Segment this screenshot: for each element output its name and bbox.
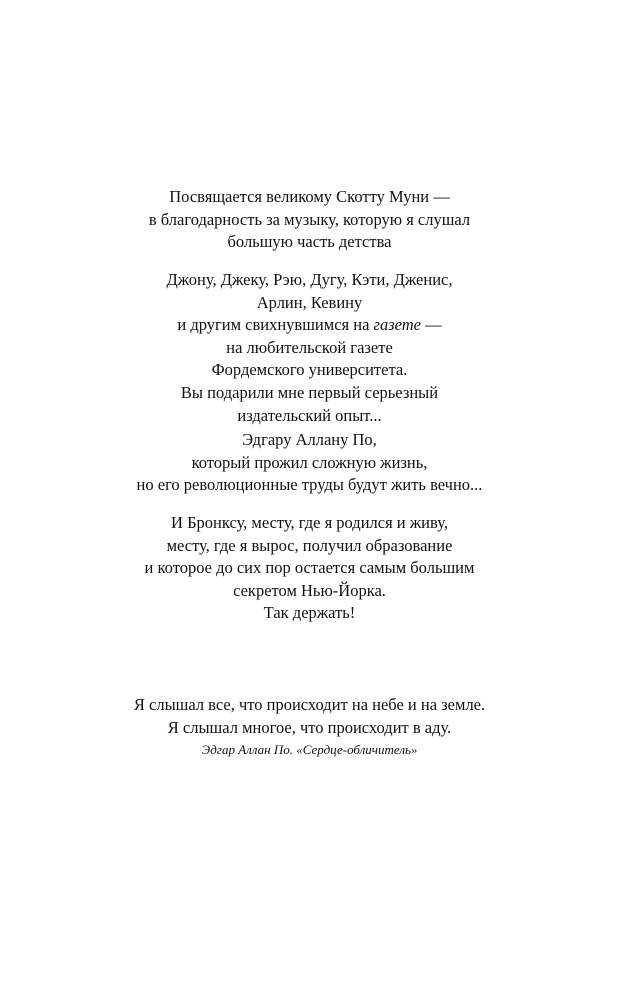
italic-word: газете: [373, 315, 421, 335]
dedication-line: Джону, Джеку, Рэю, Дугу, Кэти, Дженис,: [166, 270, 453, 289]
dedication-text: —: [421, 315, 442, 335]
epigraph-attribution: Эдгар Аллан По. «Сердце-обличитель»: [201, 742, 418, 758]
dedication-line: секретом Нью-Йорка.: [233, 580, 386, 600]
dedication-line: но его революционные труды будут жить вечно...: [136, 475, 483, 495]
dedication-line: большую часть детства: [227, 232, 392, 252]
dedication-line: Так держать!: [263, 603, 356, 623]
dedication-line: Вы подарили мне первый серьезный: [180, 382, 439, 402]
epigraph: [0, 694, 619, 759]
dedication-stanza-newspaper: [0, 269, 619, 427]
dedication-line-with-italic: [0, 314, 619, 337]
dedication-stanza-bronx: [0, 512, 619, 625]
dedication-text: и другим свихнувшимся на: [177, 315, 374, 335]
dedication-stanza-scott-muni: [0, 186, 619, 254]
dedication-line: на любительской газете: [226, 337, 393, 357]
dedication-line: в благодарность за музыку, которую я слушал: [148, 209, 471, 229]
epigraph-line: Я слышал все, что происходит на небе и на земле.: [133, 695, 486, 714]
dedication-line: Фордемского университета.: [211, 360, 408, 380]
epigraph-line: Я слышал многое, что происходит в аду.: [167, 717, 452, 737]
dedication-line: и которое до сих пор остается самым большим: [144, 558, 475, 578]
dedication-line: издательский опыт...: [237, 405, 382, 425]
dedication-line: Арлин, Кевину: [256, 292, 363, 312]
dedication-line: Посвящается великому Скотту Муни —: [169, 187, 450, 206]
dedication-stanza-poe: [0, 429, 619, 497]
dedication-line: месту, где я вырос, получил образование: [166, 535, 453, 555]
dedication-line: И Бронксу, месту, где я родился и живу,: [171, 513, 448, 532]
dedication-line: Эдгару Аллану По,: [242, 430, 377, 449]
dedication-line: который прожил сложную жизнь,: [191, 452, 428, 472]
